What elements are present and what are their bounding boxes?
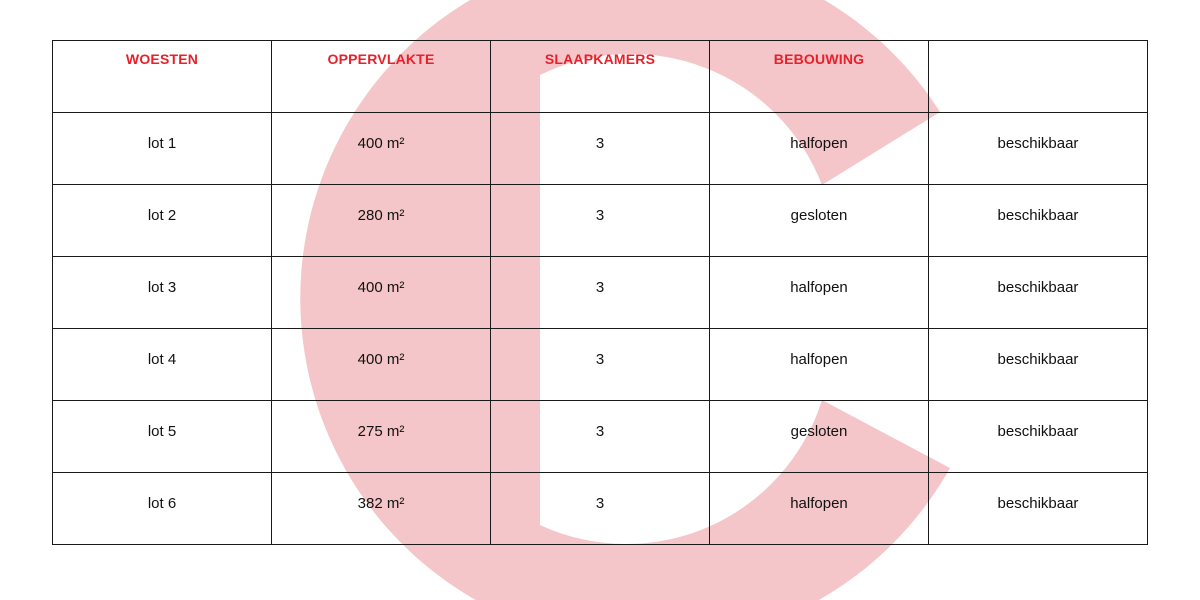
table-row [53, 329, 1148, 401]
cell-lot: lot 1 [53, 113, 272, 185]
cell-building-type: gesloten [710, 185, 929, 257]
cell-availability: beschikbaar [929, 473, 1148, 545]
table-row [53, 257, 1148, 329]
cell-lot: lot 2 [53, 185, 272, 257]
cell-area: 400 m² [272, 113, 491, 185]
cell-building-type: halfopen [710, 113, 929, 185]
cell-building-type: gesloten [710, 401, 929, 473]
cell-availability: beschikbaar [929, 329, 1148, 401]
cell-lot: lot 6 [53, 473, 272, 545]
table-row [53, 185, 1148, 257]
cell-bedrooms: 3 [491, 113, 710, 185]
cell-bedrooms: 3 [491, 473, 710, 545]
header-slaapkamers: SLAAPKAMERS [491, 41, 710, 113]
table-row [53, 113, 1148, 185]
table-row [53, 473, 1148, 545]
cell-lot: lot 3 [53, 257, 272, 329]
cell-bedrooms: 3 [491, 257, 710, 329]
cell-availability: beschikbaar [929, 401, 1148, 473]
cell-availability: beschikbaar [929, 257, 1148, 329]
table-header-row [53, 41, 1148, 113]
header-bebouwing: BEBOUWING [710, 41, 929, 113]
cell-area: 400 m² [272, 257, 491, 329]
header-woesten: WOESTEN [53, 41, 272, 113]
cell-availability: beschikbaar [929, 113, 1148, 185]
cell-area: 275 m² [272, 401, 491, 473]
table-row [53, 401, 1148, 473]
cell-area: 280 m² [272, 185, 491, 257]
header-status [929, 41, 1148, 113]
cell-lot: lot 5 [53, 401, 272, 473]
cell-bedrooms: 3 [491, 185, 710, 257]
cell-lot: lot 4 [53, 329, 272, 401]
cell-area: 382 m² [272, 473, 491, 545]
cell-building-type: halfopen [710, 257, 929, 329]
cell-building-type: halfopen [710, 329, 929, 401]
lots-table [52, 40, 1148, 545]
cell-area: 400 m² [272, 329, 491, 401]
cell-bedrooms: 3 [491, 401, 710, 473]
cell-bedrooms: 3 [491, 329, 710, 401]
cell-availability: beschikbaar [929, 185, 1148, 257]
cell-building-type: halfopen [710, 473, 929, 545]
header-oppervlakte: OPPERVLAKTE [272, 41, 491, 113]
